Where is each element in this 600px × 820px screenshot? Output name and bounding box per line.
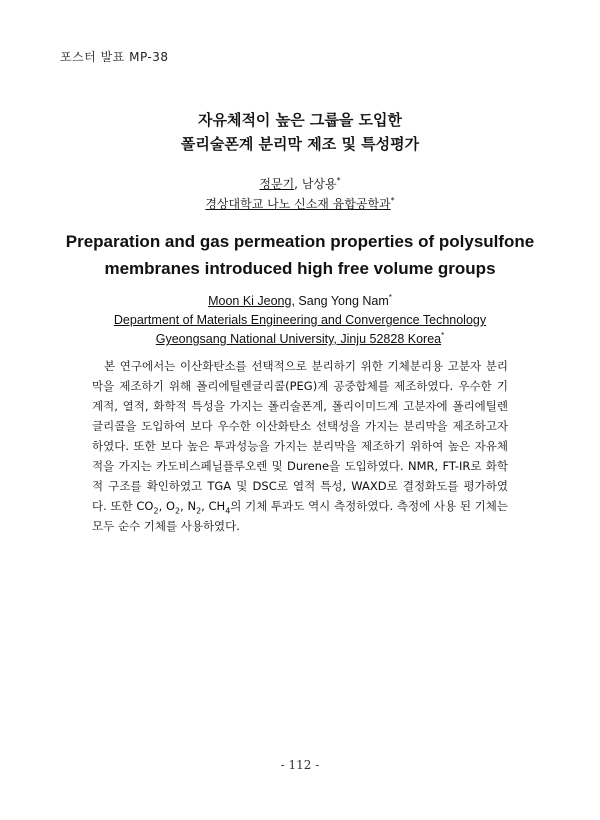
english-author-1: Moon Ki Jeong — [208, 294, 292, 308]
abstract-paragraph — [92, 356, 508, 536]
english-title — [0, 228, 600, 282]
korean-author-line — [0, 174, 600, 194]
abstract-gas-sep-1: , O — [158, 499, 175, 513]
korean-title — [0, 108, 600, 156]
corresponding-mark: * — [388, 292, 392, 302]
subscript-co2: 2 — [153, 506, 159, 516]
english-title-line-1: Preparation and gas permeation properties of polysulfone — [65, 232, 535, 251]
english-title-line-2: membranes introduced high free volume groups — [104, 259, 496, 278]
english-author-2: Sang Yong Nam — [298, 294, 389, 308]
korean-affiliation: 경상대학교 나노 신소재 융합공학과 — [205, 197, 391, 211]
corresponding-mark: * — [441, 330, 445, 340]
korean-author-separator: , — [294, 177, 302, 191]
english-author-block — [0, 292, 600, 349]
abstract-text-part-1: 본 연구에서는 이산화탄소를 선택적으로 분리하기 위한 기체분리용 고분자 분리막을 제조하기 위해 폴리에틸렌글리콜(PEG)계 공중합체를 제조하였다. 우수한 기계적, 열적, 화학적 특성을 가지는 폴리술폰계, 폴리이미드계 고분자에 폴리에틸렌글리콜을 도입하여 보다 우수한 이산화탄소 선택성을 가지는 분리막을 제조하고자 하였다. 또한 보다 높은 투과성능을 가지는 분리막을 제조하기 위하여 높은 자유체적을 가지는 카도비스페닐플루오렌 및 Durene을 도입하였다. NMR, FT-IR로 화학적 구조를 확인하였고 TGA 및 DSC로 열적 특성, WAXD로 결정화도를 평가하였다. 또한 CO — [92, 359, 508, 513]
korean-author-1: 정문기 — [259, 177, 295, 191]
korean-affiliation-line — [0, 194, 600, 214]
subscript-o2: 2 — [175, 506, 181, 516]
subscript-ch4: 4 — [225, 506, 231, 516]
abstract-gas-sep-2: , N — [180, 499, 197, 513]
korean-title-line-1: 자유체적이 높은 그룹을 도입한 — [197, 111, 403, 129]
abstract-gas-sep-3: , CH — [201, 499, 226, 513]
english-affiliation-line-2-wrap — [0, 330, 600, 349]
corresponding-mark: * — [390, 196, 395, 205]
english-author-separator: , — [291, 294, 299, 308]
korean-author-block — [0, 174, 600, 214]
session-tag: 포스터 발표 MP-38 — [60, 50, 169, 64]
english-affiliation-line-2: Gyeongsang National University, Jinju 52828 Korea — [155, 332, 442, 346]
korean-author-2: 남상용 — [301, 177, 337, 191]
abstract-text-part-2: 의 기체 투과도 역시 측정하였다. 측정에 사용 된 기체는 모두 순수 기체를 사용하였다. — [92, 499, 508, 533]
corresponding-mark: * — [336, 176, 341, 185]
english-affiliation-line-1: Department of Materials Engineering and Convergence Technology — [113, 313, 487, 327]
subscript-n2: 2 — [196, 506, 202, 516]
page-number: - 112 - — [280, 758, 320, 772]
korean-title-line-2: 폴리술폰계 분리막 제조 및 특성평가 — [180, 135, 420, 153]
english-author-line — [0, 292, 600, 311]
